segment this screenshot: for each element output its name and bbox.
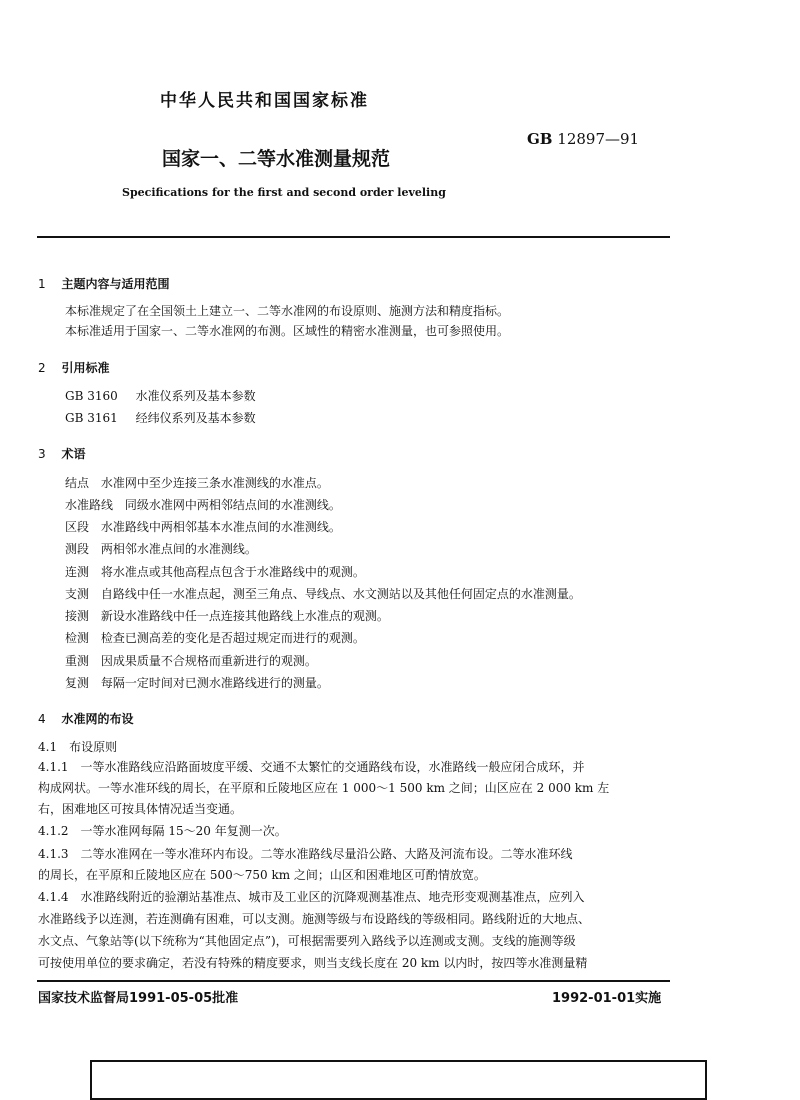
term-definition: 同级水准网中两相邻结点间的水准测线。	[124, 498, 341, 512]
term-definition: 每隔一定时间对已测水准路线进行的测量。	[100, 676, 329, 690]
section-title: 水准网的布设	[61, 712, 134, 726]
section-title: 引用标准	[61, 361, 110, 375]
paragraph-line: 4.1.3 二等水准网在一等水准环内布设。二等水准路线尽量沿公路、大路及河流布设。二等水准环线	[38, 847, 573, 861]
section-1-paragraph-1: 本标准规定了在全国领土上建立一、二等水准网的布设原则、施测方法和精度指标。	[65, 304, 510, 318]
footer-rule	[37, 980, 670, 982]
section-4-heading	[38, 710, 133, 727]
paragraph-line: 4.1.1 一等水准路线应沿路面坡度平缓、交通不太繁忙的交通路线布设，水准路线一般应闭合成环，并	[38, 760, 585, 774]
term-name: 水准路线	[65, 498, 114, 512]
term-item	[65, 652, 317, 670]
term-item	[65, 674, 329, 692]
term-item	[65, 585, 581, 603]
section-1-paragraph-2: 本标准适用于国家一、二等水准网的布测。区域性的精密水准测量，也可参照使用。	[65, 324, 510, 338]
term-name: 接测	[65, 609, 90, 623]
section-title: 术语	[61, 447, 86, 461]
term-item	[65, 607, 389, 625]
term-definition: 水准网中至少连接三条水准测线的水准点。	[100, 476, 329, 490]
section-number: 3	[38, 447, 46, 461]
implementation-line: 1992-01-01实施	[552, 991, 662, 1006]
document-title: 国家一、二等水准测量规范	[162, 148, 391, 170]
section-number: 1	[38, 277, 46, 291]
next-page-frame	[90, 1060, 707, 1100]
term-name: 重测	[65, 654, 90, 668]
reference-name: 水准仪系列及基本参数	[135, 389, 256, 403]
section-title: 主题内容与适用范围	[61, 277, 170, 291]
subsection-heading: 4.1 布设原则	[38, 740, 118, 754]
term-name: 支测	[65, 587, 90, 601]
standard-number	[527, 130, 639, 148]
term-name: 复测	[65, 676, 90, 690]
term-item	[65, 474, 329, 492]
paragraph-line: 4.1.4 水准路线附近的验潮站基准点、城市及工业区的沉降观测基准点、地壳形变观测基准点，应列入	[38, 890, 585, 904]
paragraph-line: 水准路线予以连测，若连测确有困难，可以支测。施测等级与布设路线的等级相同。路线附近的大地点、	[38, 912, 591, 926]
term-name: 区段	[65, 520, 90, 534]
english-title: Specifications for the first and second order leveling	[122, 186, 446, 199]
term-definition: 因成果质量不合规格而重新进行的观测。	[100, 654, 317, 668]
term-definition: 新设水准路线中任一点连接其他路线上水准点的观测。	[100, 609, 389, 623]
term-definition: 自路线中任一水准点起，测至三角点、导线点、水文测站以及其他任何固定点的水准测量。	[100, 587, 581, 601]
reference-item	[65, 387, 256, 405]
section-2-heading	[38, 359, 109, 376]
term-item	[65, 496, 341, 514]
paragraph-line: 构成网状。一等水准环线的周长，在平原和丘陵地区应在 1 000～1 500 km 之间；山区应在 2 000 km 左	[38, 781, 610, 795]
header-rule	[37, 236, 670, 238]
section-3-heading	[38, 445, 85, 462]
paragraph-line: 水文点、气象站等(以下统称为“其他固定点”)，可根据需要列入路线予以连测或支测。支线的施测等级	[38, 934, 576, 948]
reference-name: 经纬仪系列及基本参数	[135, 411, 256, 425]
term-item	[65, 629, 365, 647]
term-name: 连测	[65, 565, 90, 579]
term-name: 检测	[65, 631, 90, 645]
term-item	[65, 563, 365, 581]
approval-line: 国家技术监督局1991-05-05批准	[38, 991, 239, 1006]
country-standard-heading: 中华人民共和国国家标准	[160, 91, 369, 111]
paragraph-line: 可按使用单位的要求确定，若没有特殊的精度要求，则当支线长度在 20 km 以内时，按四等水准测量精	[38, 956, 588, 970]
section-number: 4	[38, 712, 46, 726]
reference-code: GB 3161	[65, 411, 118, 425]
reference-code: GB 3160	[65, 389, 118, 403]
paragraph-line: 的周长，在平原和丘陵地区应在 500～750 km 之间；山区和困难地区可酌情放宽。	[38, 868, 486, 882]
term-name: 测段	[65, 542, 90, 556]
term-definition: 检查已测高差的变化是否超过规定而进行的观测。	[100, 631, 365, 645]
gb-code: 12897—91	[557, 130, 640, 148]
term-definition: 将水准点或其他高程点包含于水准路线中的观测。	[100, 565, 365, 579]
paragraph-line: 4.1.2 一等水准网每隔 15～20 年复测一次。	[38, 824, 287, 838]
paragraph-line: 右，困难地区可按具体情况适当变通。	[38, 802, 243, 816]
section-1-heading	[38, 275, 169, 292]
term-item	[65, 518, 341, 536]
term-item	[65, 540, 257, 558]
reference-item	[65, 409, 256, 427]
section-number: 2	[38, 361, 46, 375]
term-definition: 水准路线中两相邻基本水准点间的水准测线。	[100, 520, 341, 534]
term-definition: 两相邻水准点间的水准测线。	[100, 542, 257, 556]
gb-prefix: GB	[527, 130, 553, 148]
term-name: 结点	[65, 476, 90, 490]
